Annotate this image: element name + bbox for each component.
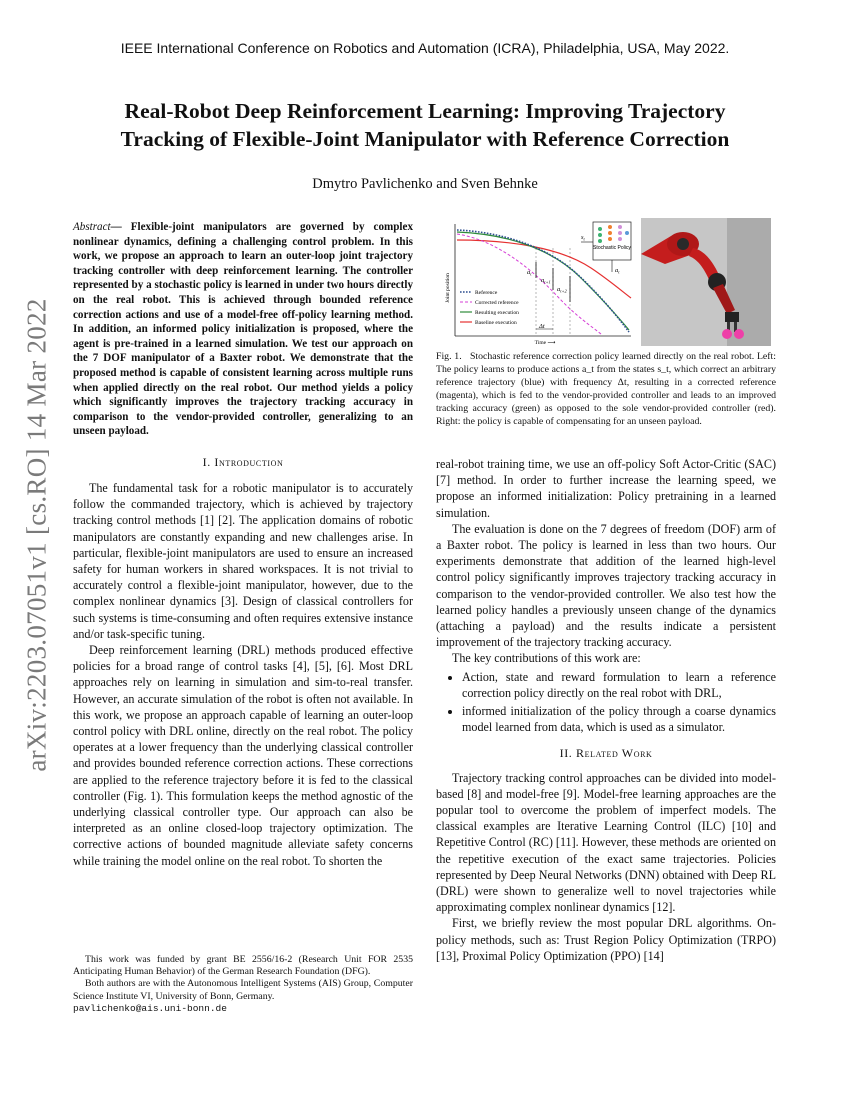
authors: Dmytro Pavlichenko and Sven Behnke [312, 176, 538, 192]
legend-corrected: Corrected reference [475, 300, 519, 306]
related-paragraph-1: Trajectory tracking control approaches can be divided into model-based [8] and model-free [9]. Model-free learning approaches are the popular tool to overcome the problem of imperfect models. The classical examples are Iterative Learning Control (ILC) [10] and Repetitive Control (RC) [11]. However, these methods are oriented on the repetitive execution of the exact same trajectories. Policies represented by Deep Neural Networks (DNN) obtained with Deep RL (DRL) were shown to generalize well to novel trajectories while approximating complex nonlinear dynamics [12]. [436, 770, 776, 915]
label-s-t: $s_t$ [581, 234, 585, 242]
figure-caption-text: Stochastic reference correction policy learned directly on the real robot. Left: The policy learns to produce actions a_t from the states s_t, which correct an arbitrary reference trajectory (blue) with frequency Δt, resulting in a corrected reference (magenta), which is fed to the vendor-provided controller and leads to an improved tracking accuracy (green) as opposed to the sole vendor-provided controller (red). Right: the policy is capable of compensating for an unseen payload. [436, 351, 776, 427]
label-delta-t: Δt [539, 323, 545, 330]
legend-baseline: Baseline execution [475, 320, 517, 326]
figure-1-plot [441, 218, 635, 346]
footnote [73, 954, 413, 1015]
contribution-item-2: • informed initialization of the policy through a coarse dynamics model learned from data, which is used as a simulator. [462, 703, 776, 735]
related-paragraph-2: First, we briefly review the most popular DRL algorithms. On-policy methods, such as: Trust Region Policy Optimization (TRPO) [13], Proximal Policy Optimization (PPO) [14] [436, 916, 776, 963]
right-paragraph-3: The key contributions of this work are: [452, 651, 641, 666]
footnote-email: pavlichenko@ais.uni-bonn.de [73, 1002, 227, 1014]
legend-reference: Reference [475, 290, 498, 296]
intro-paragraph-2: Deep reinforcement learning (DRL) methods produced effective policies for a broad range of control tasks [4], [5], [6]. Most DRL approaches rely on learning in simulation and sim-to-real transfer. However, an accurate simulation of the robot is often not available. In this work, we propose an approach capable of learning an outer-loop control policy with DRL online, directly on the real robot. The policy operates at a lower frequency than the underlying classical controller and provides bounded reference correction actions. These corrections are applied to the reference trajectory before it is fed to the classical controller (Fig. 1). This formulation keeps the method agnostic of the underlying classical controller type. Our approach can also be interpreted as an online closed-loop trajectory optimization. The corrective actions of bounded magnitude alleviate safety concerns while training the model online on the real robot. To shorten the [73, 642, 413, 868]
y-axis-label: Joint position [445, 273, 451, 303]
figure-caption [436, 351, 776, 428]
section-heading-related-work: II. Related Work [559, 746, 653, 761]
abstract [73, 220, 413, 439]
abstract-lead: Abstract [73, 221, 111, 233]
policy-box-label: Stochastic Policy [593, 245, 631, 251]
baxter-robot-photo [641, 218, 771, 346]
figure-1 [441, 218, 771, 348]
title-line-1: Real-Robot Deep Reinforcement Learning: Improving Trajectory [124, 99, 726, 123]
left-column [73, 220, 413, 869]
label-policy-a: $a_t$ [615, 267, 620, 275]
figure-caption-label: Fig. 1. [436, 351, 462, 362]
abstract-dash: — [110, 221, 131, 233]
legend-resulting: Resulting execution [475, 310, 519, 316]
conference-header: IEEE International Conference on Robotics and Automation (ICRA), Philadelphia, USA, May 2022. [120, 40, 730, 56]
label-a-t: $a_t$ [527, 269, 532, 277]
arxiv-stamp-text: arXiv:2203.07051v1 [cs.RO] 14 Mar 2022 [21, 298, 52, 772]
footnote-funding: This work was funded by grant BE 2556/16-2 (Research Unit FOR 2535 Anticipating Human Behavior) of the German Research Foundation (DFG). [73, 954, 413, 978]
contributions-list [436, 669, 776, 736]
arxiv-stamp [22, 290, 52, 780]
right-paragraph-2: The evaluation is done on the 7 degrees of freedom (DOF) arm of a Baxter robot. The policy is learned in less than two hours. Our experiments demonstrate that addition of the learned high-level control policy significantly improves trajectory tracking accuracy in comparison to the vendor-provided controller. We also test how the learned policy handles a previously unseen change of the dynamics (attaching a payload) and the results indicate a persistent improvement of the trajectory tracking accuracy. [436, 521, 776, 650]
label-a-t1: $a_{t+1}$ [541, 277, 551, 285]
title-line-2: Tracking of Flexible-Joint Manipulator with Reference Correction [120, 127, 730, 151]
introduction-body [73, 480, 413, 869]
intro-paragraph-1: The fundamental task for a robotic manipulator is to accurately follow the commanded trajectory, which is achieved by trajectory tracking control methods [1] [2]. The application domains of robotic manipulators are constantly expanding and new challenges arise. In particular, flexible-joint manipulators are used to ensure an increased safety for human workers in shared workspaces. It is not trivial to accurately control a flexible-joint manipulator, however, due to the complex nonlinear dynamics [3]. Design of classical controllers for such systems is time-consuming and often requires extensive instance and/or task-specific tuning. [73, 480, 413, 641]
right-column-body [436, 456, 776, 964]
label-a-t2: $a_{t+2}$ [557, 286, 567, 294]
footnote-affiliation: Both authors are with the Autonomous Intelligent Systems (AIS) Group, Computer Science Institute VI, University of Bonn, Germany. [73, 978, 413, 1002]
section-heading-introduction: I. Introduction [202, 454, 284, 469]
paper-title [60, 97, 790, 153]
contribution-item-1: • Action, state and reward formulation to learn a reference correction policy directly on the real robot with DRL, [462, 669, 776, 701]
right-paragraph-1: real-robot training time, we use an off-policy Soft Actor-Critic (SAC) [7] method. In order to further increase the learning speed, we propose an informed initialization: Policy pretraining in a learned simulation. [436, 457, 776, 520]
x-axis-label: Time ⟶ [534, 340, 556, 346]
abstract-text: Flexible-joint manipulators are governed by complex nonlinear dynamics, defining a challenging control problem. In this work, we propose an approach to learn an outer-loop joint trajectory tracking controller with deep reinforcement learning. The controller represented by a stochastic policy is learned in under two hours directly on the real robot. This is achieved through bounded reference correction actions and use of a model-free off-policy learning method. In addition, an informed policy initialization is proposed, where the agent is pre-trained in a learned simulation. We test our approach on the 7 DOF manipulator of a Baxter robot. We demonstrate that the proposed method is capable of consistent learning across multiple runs when applied directly on the real robot. Our method yields a policy which significantly improves the trajectory tracking accuracy in comparison to the vendor-provided controller, generalizing to an unseen payload. [73, 221, 413, 438]
